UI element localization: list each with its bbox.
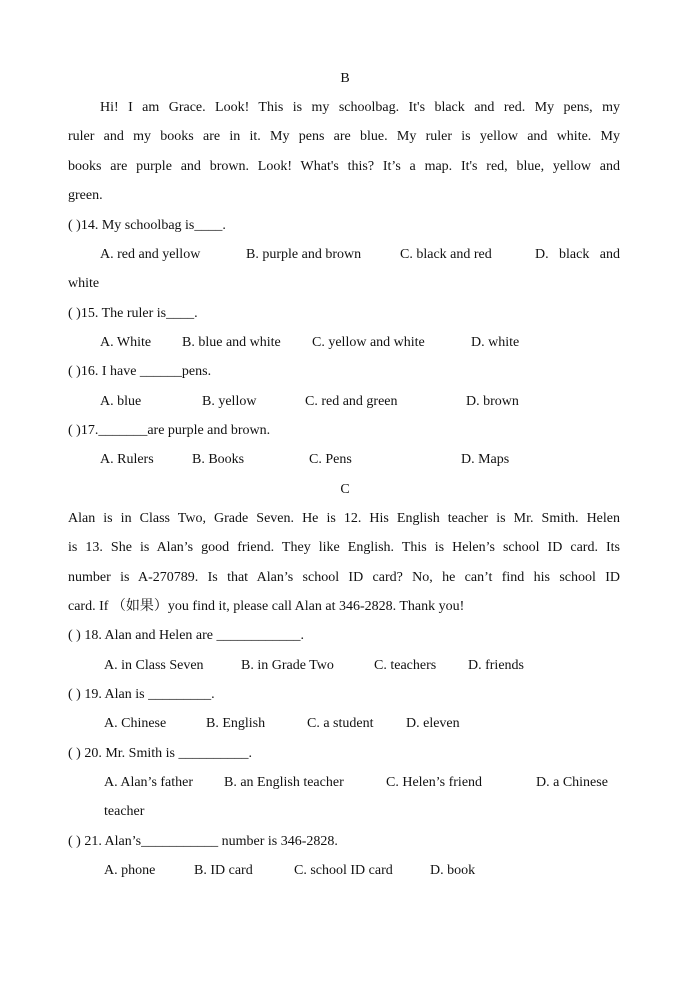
question-20-stem: ( ) 20. Mr. Smith is __________. <box>68 746 252 761</box>
passage-line: ruler and my books are in it. My pens are blue. My ruler is yellow and white. My <box>68 129 620 145</box>
passage-line: Hi! I am Grace. Look! This is my schoolbag. It's black and red. My pens, my <box>100 100 620 115</box>
question-14-option-d: D. black and <box>535 247 620 262</box>
question-14-option-d-wrap: white <box>68 276 100 291</box>
passage-line: books are purple and brown. Look! What's this? It’s a map. It's red, blue, yellow and <box>68 158 620 174</box>
question-15-option-c: C. yellow and white <box>312 335 425 350</box>
question-14-stem: ( )14. My schoolbag is____. <box>68 218 226 233</box>
question-17-option-d: D. Maps <box>461 452 510 467</box>
question-16-stem: ( )16. I have ______pens. <box>68 364 212 379</box>
question-16-option-b: B. yellow <box>202 394 257 409</box>
question-20-option-a: A. Alan’s father <box>104 775 194 790</box>
question-19-option-c: C. a student <box>307 716 374 731</box>
passage-line: number is A-270789. Is that Alan’s school ID card? No, he can’t find his school ID <box>68 569 620 585</box>
question-21-option-c: C. school ID card <box>294 863 393 878</box>
section-b-heading: B <box>340 71 350 86</box>
question-21-option-d: D. book <box>430 863 476 878</box>
section-b-passage <box>68 99 620 216</box>
question-19-option-b: B. English <box>206 716 266 731</box>
question-18-option-c: C. teachers <box>374 658 437 673</box>
question-21-option-a: A. phone <box>104 863 156 878</box>
question-14-option-c: C. black and red <box>400 247 492 262</box>
passage-line: green. <box>68 187 103 203</box>
question-16-option-d: D. brown <box>466 394 519 409</box>
question-15-stem: ( )15. The ruler is____. <box>68 306 198 321</box>
question-19-option-a: A. Chinese <box>104 716 167 731</box>
question-17-option-a: A. Rulers <box>100 452 154 467</box>
question-14-option-a: A. red and yellow <box>100 247 201 262</box>
question-18-stem: ( ) 18. Alan and Helen are ____________. <box>68 628 304 643</box>
question-18-option-b: B. in Grade Two <box>241 658 334 673</box>
question-15-option-b: B. blue and white <box>182 335 281 350</box>
question-19-stem: ( ) 19. Alan is _________. <box>68 687 215 702</box>
question-20-option-b: B. an English teacher <box>224 775 344 790</box>
question-20-option-c: C. Helen’s friend <box>386 775 483 790</box>
question-17-option-c: C. Pens <box>309 452 352 467</box>
question-20-option-d-wrap: teacher <box>104 804 145 819</box>
question-17-option-b: B. Books <box>192 452 245 467</box>
question-16-option-c: C. red and green <box>305 394 398 409</box>
question-18-option-d: D. friends <box>468 658 524 673</box>
section-c-heading: C <box>340 482 350 497</box>
question-21-stem: ( ) 21. Alan’s___________ number is 346-2828. <box>68 834 338 849</box>
passage-line: Alan is in Class Two, Grade Seven. He is 12. His English teacher is Mr. Smith. Helen <box>68 511 620 526</box>
question-15-option-a: A. White <box>100 335 152 350</box>
question-18-option-a: A. in Class Seven <box>104 658 204 673</box>
question-17-stem: ( )17._______are purple and brown. <box>68 423 271 438</box>
question-21-option-b: B. ID card <box>194 863 253 878</box>
question-20-option-d: D. a Chinese <box>536 775 608 790</box>
question-19-option-d: D. eleven <box>406 716 460 731</box>
passage-line: card. If （如果）you find it, please call Alan at 346-2828. Thank you! <box>68 598 465 614</box>
passage-line: is 13. She is Alan’s good friend. They like English. This is Helen’s school ID card. Its <box>68 540 620 556</box>
question-16-option-a: A. blue <box>100 394 142 409</box>
question-14-option-b: B. purple and brown <box>246 247 362 262</box>
question-15-option-d: D. white <box>471 335 520 350</box>
section-c-passage <box>68 510 620 627</box>
